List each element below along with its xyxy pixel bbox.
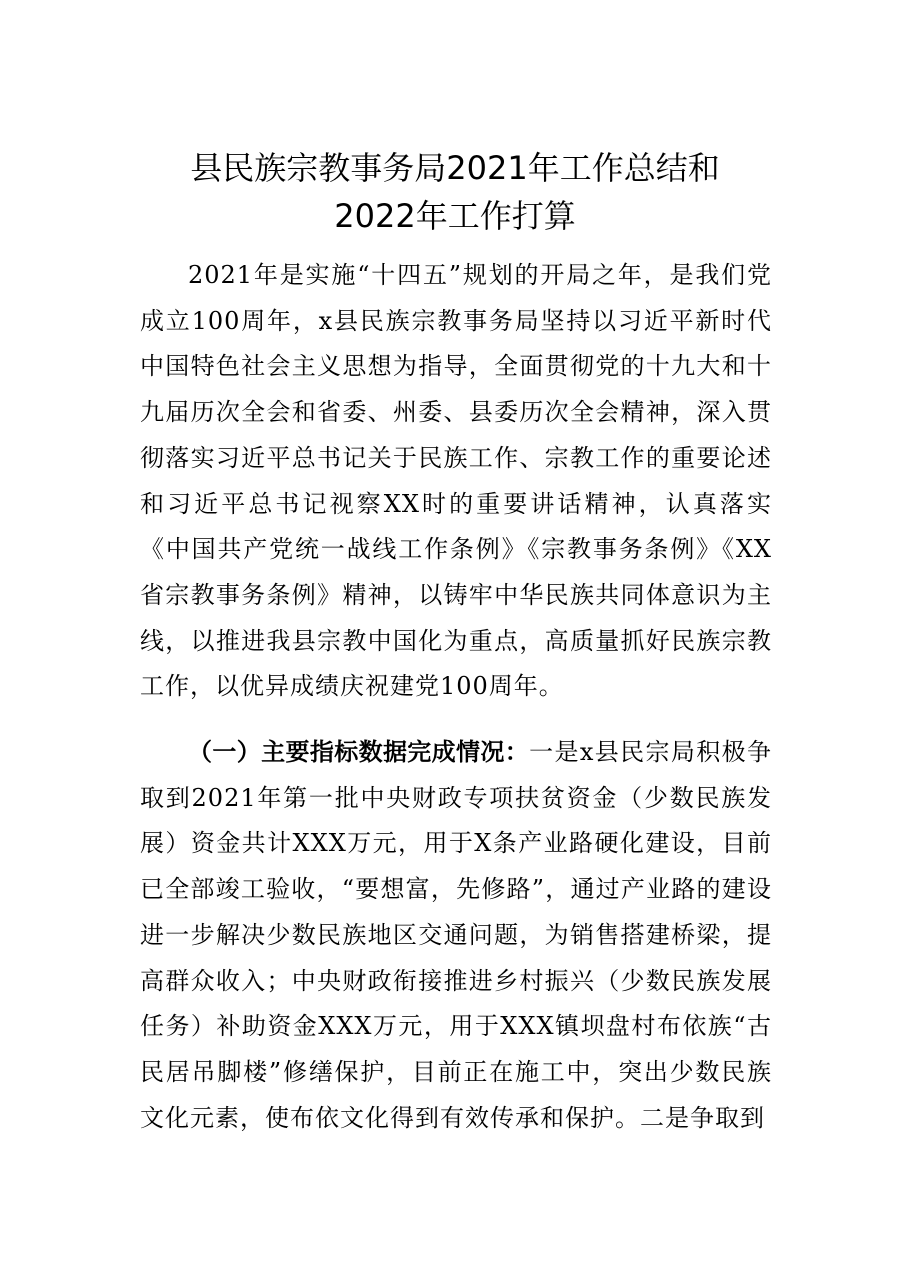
paragraph-main-indicators-body: 一是x县民宗局积极争取到2021年第一批中央财政专项扶贫资金（少数民族发展）资金共计XXX万元，用于X条产业路硬化建设，目前已全部竣工验收，“要想富，先修路”，通过产业路的建设进一步解决少数民族地区交通问题，为销售搭建桥梁，提高群众收入；中央财政衔接推进乡村振兴（少数民族发展任务）补助资金XXX万元，用于XXX镇坝盘村布依族“古民居吊脚楼”修缮保护，目前正在施工中，突出少数民族文化元素，使布依文化得到有效传承和保护。二是争取到 (140, 738, 772, 1132)
paragraph-intro: 2021年是实施“十四五”规划的开局之年，是我们党成立100周年，x县民族宗教事务局坚持以习近平新时代中国特色社会主义思想为指导，全面贯彻党的十九大和十九届历次全会和省委、州委、县委历次全会精神，深入贯彻落实习近平总书记关于民族工作、宗教工作的重要论述和习近平总书记视察XX时的重要讲话精神，认真落实《中国共产党统一战线工作条例》《宗教事务条例》《XX省宗教事务条例》精神，以铸牢中华民族共同体意识为主线，以推进我县宗教中国化为重点，高质量抓好民族宗教工作，以优异成绩庆祝建党100周年。 (140, 261, 772, 701)
document-title-line-1: 县民族宗教事务局2021年工作总结和 (190, 149, 720, 187)
paragraph-main-indicators (140, 730, 772, 1141)
section-heading-main-indicators: （一）主要指标数据完成情况： (188, 738, 530, 766)
document-title-line-2: 2022年工作打算 (334, 197, 576, 235)
